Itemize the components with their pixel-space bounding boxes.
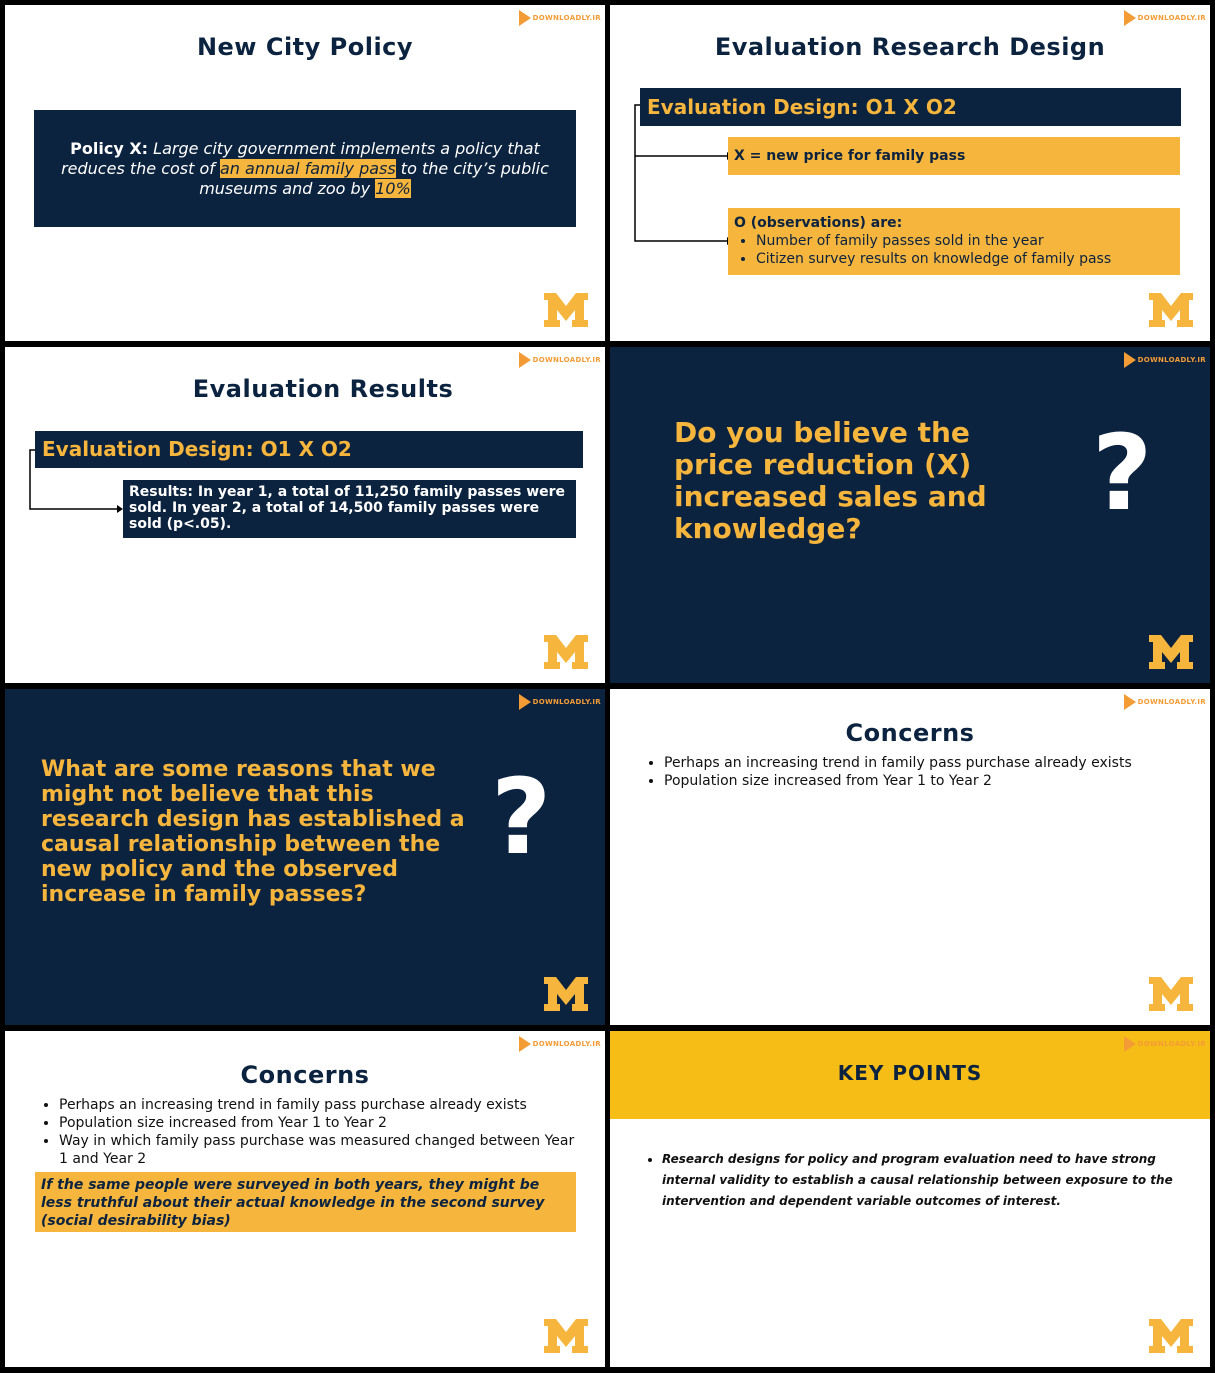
x-definition: X = new price for family pass [734, 148, 966, 164]
slide-question-price-reduction [610, 347, 1210, 683]
list-item: • Population size increased from Year 1 to Year 2 [59, 1114, 579, 1132]
slide-title: Evaluation Results [192, 375, 454, 403]
play-icon [1124, 352, 1136, 368]
list-item: • Perhaps an increasing trend in family pass purchase already exists [664, 754, 1132, 772]
list-item: • Perhaps an increasing trend in family pass purchase already exists [59, 1096, 579, 1114]
policy-label: Policy X: [70, 138, 149, 158]
play-icon [519, 694, 531, 710]
michigan-logo [1148, 635, 1194, 669]
slide-concerns-extended [5, 1031, 605, 1367]
slide-title: New City Policy [196, 33, 414, 61]
key-points-list [640, 1149, 1192, 1212]
key-points-header [610, 1031, 1210, 1119]
michigan-logo [1148, 977, 1194, 1011]
play-icon [519, 1036, 531, 1052]
slide-title: Concerns [240, 1061, 370, 1089]
policy-text: Large city government implements a policy that reduces the cost of [61, 138, 540, 178]
watermark: DOWNLOADLY.IR [519, 352, 601, 368]
list-item: • Research designs for policy and program evaluation need to have strong internal validity to establish a causal relationship between exposure to the intervention and dependent variable outcomes of interest. [662, 1149, 1192, 1212]
watermark: DOWNLOADLY.IR [519, 694, 601, 710]
slide-concerns [610, 689, 1210, 1025]
slide-question-causal-relationship [5, 689, 605, 1025]
policy-box [34, 110, 576, 227]
slide-evaluation-research-design [610, 5, 1210, 341]
watermark: DOWNLOADLY.IR [519, 1036, 601, 1052]
play-icon [1124, 1036, 1136, 1052]
slide-key-points [610, 1031, 1210, 1367]
watermark: DOWNLOADLY.IR [1124, 10, 1206, 26]
michigan-logo [543, 635, 589, 669]
observations-list [728, 232, 1180, 268]
question-mark-icon: ? [1092, 412, 1153, 534]
policy-highlight-percent: 10% [375, 178, 411, 198]
x-definition-box [728, 137, 1180, 175]
concerns-list [37, 1096, 579, 1168]
michigan-logo [543, 293, 589, 327]
social-desirability-highlight [35, 1172, 576, 1232]
observations-title: O (observations) are: [734, 215, 903, 231]
results-box [123, 480, 576, 538]
slide-new-city-policy [5, 5, 605, 341]
michigan-logo [543, 977, 589, 1011]
play-icon [519, 10, 531, 26]
question-text: What are some reasons that we might not believe that this research design has established a causal relationship between the new policy and the observed increase in family passes? [41, 757, 465, 907]
observations-box [728, 208, 1180, 275]
list-item: • Population size increased from Year 1 to Year 2 [664, 772, 1132, 790]
design-header: Evaluation Design: O1 X O2 [640, 88, 1181, 126]
michigan-logo [543, 1319, 589, 1353]
watermark: DOWNLOADLY.IR [519, 10, 601, 26]
slide-title: Evaluation Research Design [714, 33, 1106, 61]
slide-evaluation-results [5, 347, 605, 683]
watermark: DOWNLOADLY.IR [1124, 694, 1206, 710]
design-header: Evaluation Design: O1 X O2 [35, 431, 583, 468]
results-text: Results: In year 1, a total of 11,250 family passes were sold. In year 2, a total of 14,500 family passes were sold (p<.05). [129, 484, 566, 532]
slide-title: KEY POINTS [837, 1061, 983, 1085]
michigan-logo [1148, 293, 1194, 327]
question-text: Do you believe the price reduction (X) increased sales and knowledge? [674, 416, 987, 545]
list-item: • Way in which family pass purchase was measured changed between Year 1 and Year 2 [59, 1132, 579, 1168]
list-item: • Number of family passes sold in the year [756, 232, 1180, 250]
list-item: • Citizen survey results on knowledge of family pass [756, 250, 1180, 268]
watermark: DOWNLOADLY.IR [1124, 1036, 1206, 1052]
slide-title: Concerns [845, 719, 975, 747]
michigan-logo [1148, 1319, 1194, 1353]
highlight-text: If the same people were surveyed in both years, they might be less truthful about their actual knowledge in the second survey (social desirability bias) [41, 1177, 545, 1229]
watermark: DOWNLOADLY.IR [1124, 352, 1206, 368]
concerns-list [642, 754, 1132, 790]
policy-text-2: to the city’s public museums and zoo by [199, 158, 549, 198]
play-icon [1124, 694, 1136, 710]
policy-highlight-pass: an annual family pass [220, 158, 396, 178]
question-mark-icon: ? [491, 756, 552, 878]
